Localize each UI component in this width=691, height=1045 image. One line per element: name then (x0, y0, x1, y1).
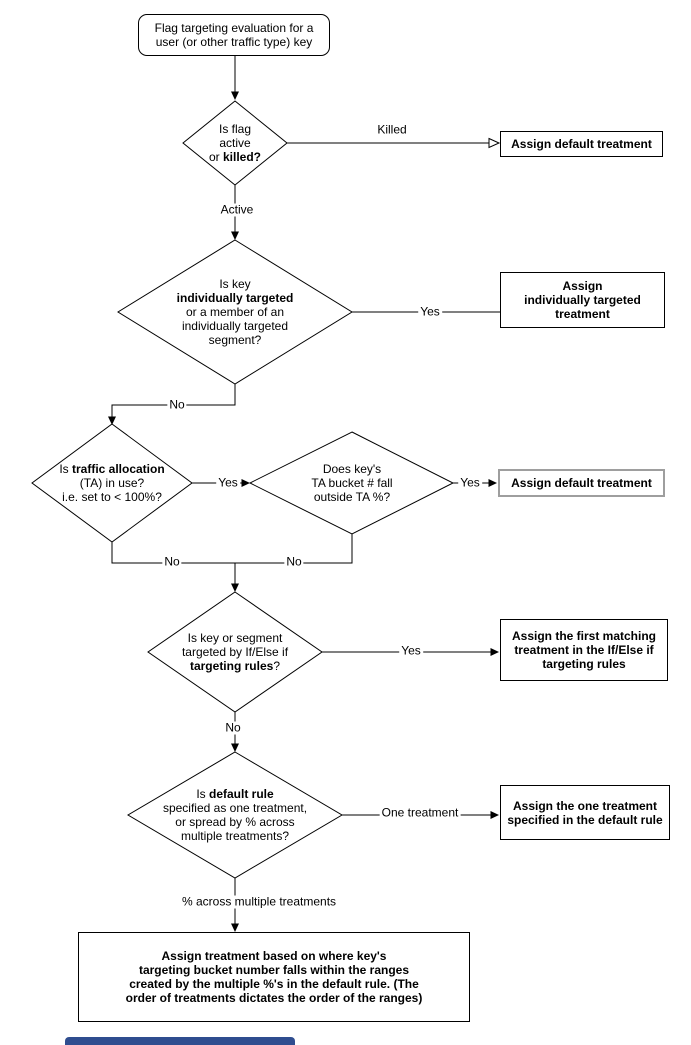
node-assign-treatment-by-ranges (78, 932, 470, 1022)
edge-label-yes-targeted: Yes (420, 304, 440, 319)
decision-default-rule-label: Is default rule specified as one treatment, or spread by % across multiple treatments? (162, 787, 308, 843)
arrowhead (491, 811, 500, 819)
node-assign-default-treatment-ta (498, 469, 665, 497)
node-label: Assign the one treatment specified in the default rule (507, 798, 663, 827)
edge-label-no-ta: No (164, 554, 180, 569)
decision-flag-active-label: Is flag active or killed? (208, 122, 262, 164)
edge-label-active: Active (220, 202, 254, 217)
edge-label-no-rules: No (225, 720, 241, 735)
decision-traffic-allocation-label: Is traffic allocation (TA) in use? i.e. set to < 100%? (59, 462, 165, 504)
arrowhead (231, 924, 239, 933)
node-assign-one-treatment (500, 785, 670, 840)
decision-individually-targeted-label: Is key individually targeted or a member of an individually targeted segment? (176, 277, 294, 347)
decision-targeting-rules-label: Is key or segment targeted by If/Else if targeting rules? (181, 631, 289, 673)
node-label: Assign the first matching treatment in the If/Else if targeting rules (511, 629, 657, 671)
node-assign-default-treatment-killed (500, 131, 663, 157)
edge-label-yes-bucket: Yes (460, 475, 480, 490)
arrowhead (242, 479, 251, 487)
arrowhead (231, 232, 239, 241)
node-start-label: Flag targeting evaluation for a user (or other traffic type) key (154, 21, 314, 49)
open-arrowhead (489, 139, 499, 148)
edge-label-no-targeted: No (169, 397, 185, 412)
decision-ta-bucket-label: Does key's TA bucket # fall outside TA %? (311, 462, 393, 504)
edge-label-pct-multiple: % across multiple treatments (181, 894, 337, 909)
edge-label-yes-ta: Yes (218, 475, 238, 490)
node-assign-first-matching-treatment (500, 619, 668, 681)
arrowhead (231, 92, 239, 101)
arrowhead (231, 744, 239, 753)
edge-label-killed: Killed (377, 122, 407, 137)
arrowhead (231, 584, 239, 593)
node-label: Assign individually targeted treatment (524, 279, 641, 321)
horizontal-scrollbar-thumb[interactable] (65, 1037, 295, 1045)
arrowhead (491, 648, 500, 656)
node-label: Assign default treatment (511, 476, 652, 490)
edge-label-yes-rules: Yes (401, 643, 421, 658)
node-start (138, 14, 330, 56)
node-label: Assign treatment based on where key's targeting bucket number falls within the ranges created by the multiple %'s in the default rule. (The order of treatments dictates the order of the ranges) (125, 949, 423, 1005)
node-label: Assign default treatment (511, 137, 652, 151)
arrowhead (489, 479, 498, 487)
edge-label-one-treatment: One treatment (381, 805, 459, 820)
edge-label-no-bucket: No (286, 554, 302, 569)
node-assign-individually-targeted-treatment (500, 272, 665, 328)
